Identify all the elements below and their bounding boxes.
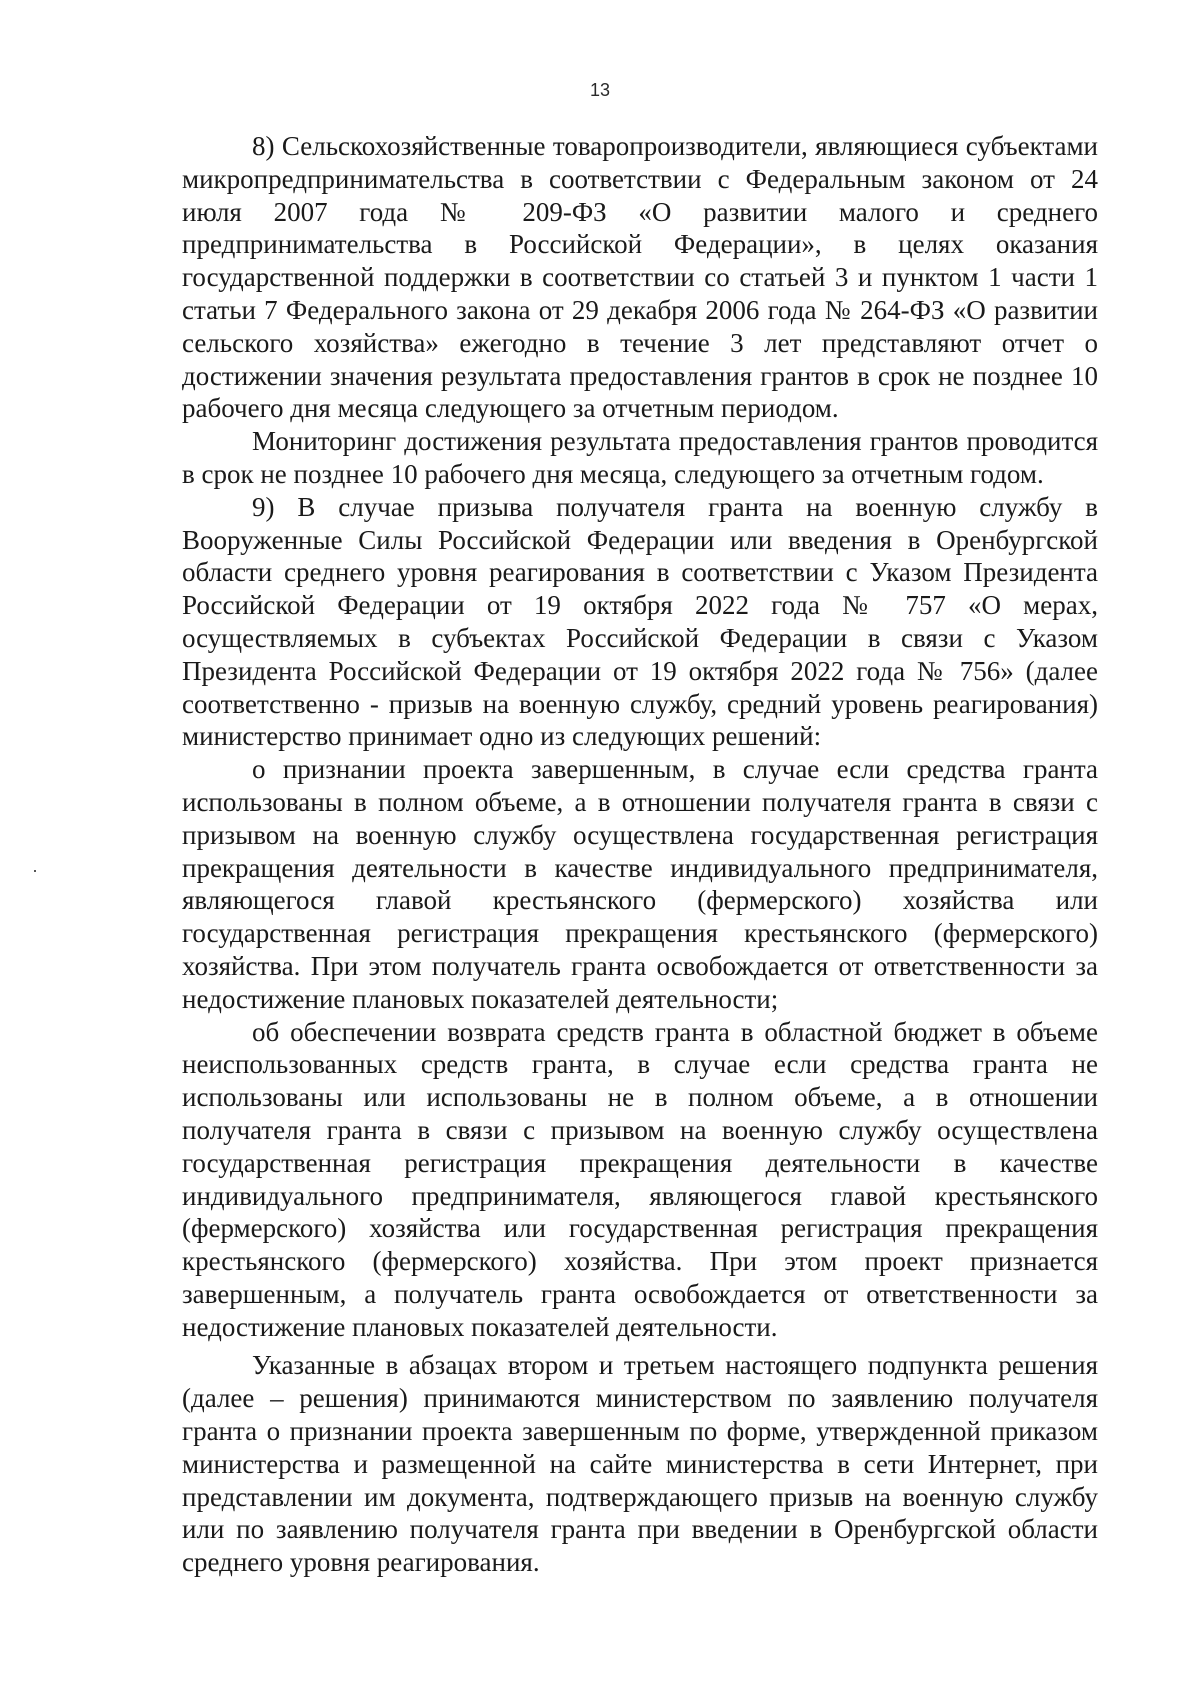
paragraph-decisions-procedure: Указанные в абзацах втором и третьем настоящего подпункта решения (далее – решения) принимаются министерством по заявлению получателя гранта о признании проекта завершенным по форме, утвержденной приказом министерства и размещенной на сайте министерства в сети Интернет, при представлении им документа, подтверждающего призыв на военную службу или по заявлению получателя гранта при введении в Оренбургской области среднего уровня реагирования.	[182, 1350, 1098, 1578]
document-body	[182, 130, 1098, 1579]
paragraph-decision-refund: об обеспечении возврата средств гранта в областной бюджет в объеме неиспользованных средств гранта, в случае если средства гранта не использованы или использованы не в полном объеме, а в отношении получателя гранта в связи с призывом на военную службу осуществлена государственная регистрация прекращения деятельности в качестве индивидуального предпринимателя, являющегося главой крестьянского (фермерского) хозяйства или государственная регистрация прекращения крестьянского (фермерского) хозяйства. При этом проект признается завершенным, а получатель гранта освобождается от ответственности за недостижение плановых показателей деятельности.	[182, 1016, 1098, 1342]
paragraph-decision-completed: о признании проекта завершенным, в случае если средства гранта использованы в полном объеме, а в отношении получателя гранта в связи с призывом на военную службу осуществлена государственная регистрация прекращения деятельности в качестве индивидуального предпринимателя, являющегося главой крестьянского (фермерского) хозяйства или государственная регистрация прекращения крестьянского (фермерского) хозяйства. При этом получатель гранта освобождается от ответственности за недостижение плановых показателей деятельности;	[182, 754, 1098, 1014]
paragraph-item-9: 9) В случае призыва получателя гранта на военную службу в Вооруженные Силы Российской Федерации или введения в Оренбургской области среднего уровня реагирования в соответствии с Указом Президента Российской Федерации от 19 октября 2022 года № 757 «О мерах, осуществляемых в субъектах Российской Федерации в связи с Указом Президента Российской Федерации от 19 октября 2022 года № 756» (далее соответственно - призыв на военную службу, средний уровень реагирования) министерство принимает одно из следующих решений:	[182, 491, 1098, 752]
paragraph-monitoring: Мониторинг достижения результата предоставления грантов проводится в срок не позднее 10 рабочего дня месяца, следующего за отчетным годом.	[182, 426, 1098, 489]
page-number: 13	[589, 80, 611, 100]
scan-dot	[34, 870, 36, 872]
paragraph-item-8: 8) Сельскохозяйственные товаропроизводители, являющиеся субъектами микропредпринимательства в соответствии с Федеральным законом от 24 июля 2007 года № 209-ФЗ «О развитии малого и среднего предпринимательства в Российской Федерации», в целях оказания государственной поддержки в соответствии со статьей 3 и пунктом 1 части 1 статьи 7 Федерального закона от 29 декабря 2006 года № 264-ФЗ «О развитии сельского хозяйства» ежегодно в течение 3 лет представляют отчет о достижении значения результата предоставления грантов в срок не позднее 10 рабочего дня месяца следующего за отчетным периодом.	[182, 131, 1098, 424]
